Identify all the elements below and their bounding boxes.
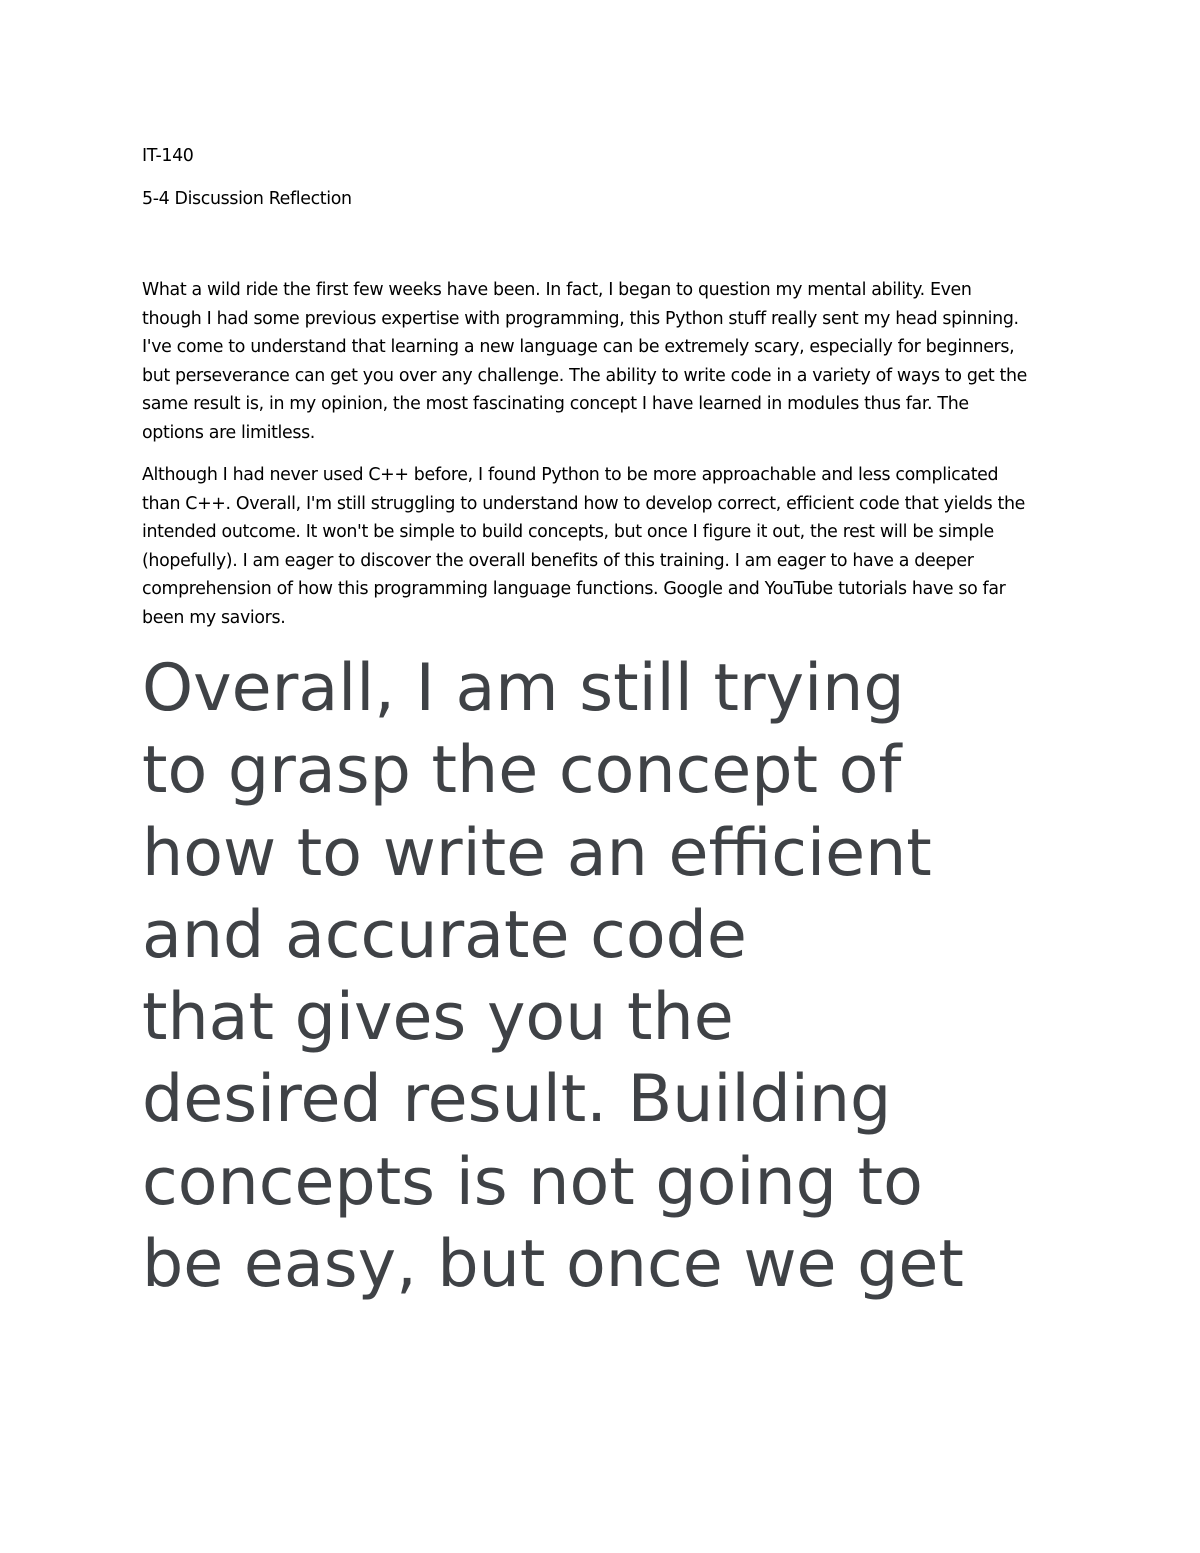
large-text-line: and accurate code [142, 897, 747, 973]
course-code: IT-140 [142, 146, 194, 166]
paragraph-line: intended outcome. It won't be simple to build concepts, but once I figure it out, the rest will be simple [142, 522, 994, 543]
paragraph-line: What a wild ride the first few weeks have been. In fact, I began to question my mental ability. Even [142, 280, 972, 300]
paragraph-line: options are limitless. [142, 422, 315, 443]
paragraph-2 [142, 461, 1092, 633]
paragraph-line: Although I had never used C++ before, I found Python to be more approachable and less complicated [142, 465, 999, 485]
large-text-line: desired result. Building [142, 1062, 892, 1138]
document-title: 5-4 Discussion Reflection [142, 189, 352, 209]
large-text-line: concepts is not going to [142, 1144, 923, 1220]
paragraph-line: I've come to understand that learning a new language can be extremely scary, especially for beginners, [142, 337, 1015, 358]
paragraph-line: comprehension of how this programming language functions. Google and YouTube tutorials have so far [142, 579, 1006, 600]
paragraph-line: same result is, in my opinion, the most fascinating concept I have learned in modules thus far. The [142, 394, 969, 415]
paragraph-line: been my saviors. [142, 607, 286, 628]
paragraph-line: than C++. Overall, I'm still struggling to understand how to develop correct, efficient code that yields the [142, 493, 1025, 514]
paragraph-1 [142, 276, 1092, 448]
large-text-line: to grasp the concept of [142, 733, 902, 809]
large-text-line: be easy, but once we get [142, 1227, 964, 1303]
large-text-line: Overall, I am still trying [142, 651, 905, 726]
paragraph-line: though I had some previous expertise with programming, this Python stuff really sent my head spinning. [142, 308, 1019, 329]
large-text-line: how to write an efficient [142, 815, 932, 891]
paragraph-line: but perseverance can get you over any challenge. The ability to write code in a variety of ways to get the [142, 365, 1028, 386]
large-text-block [142, 648, 1142, 1306]
large-text-line: that gives you the [142, 980, 734, 1056]
paragraph-line: (hopefully). I am eager to discover the overall benefits of this training. I am eager to have a deeper [142, 550, 974, 571]
